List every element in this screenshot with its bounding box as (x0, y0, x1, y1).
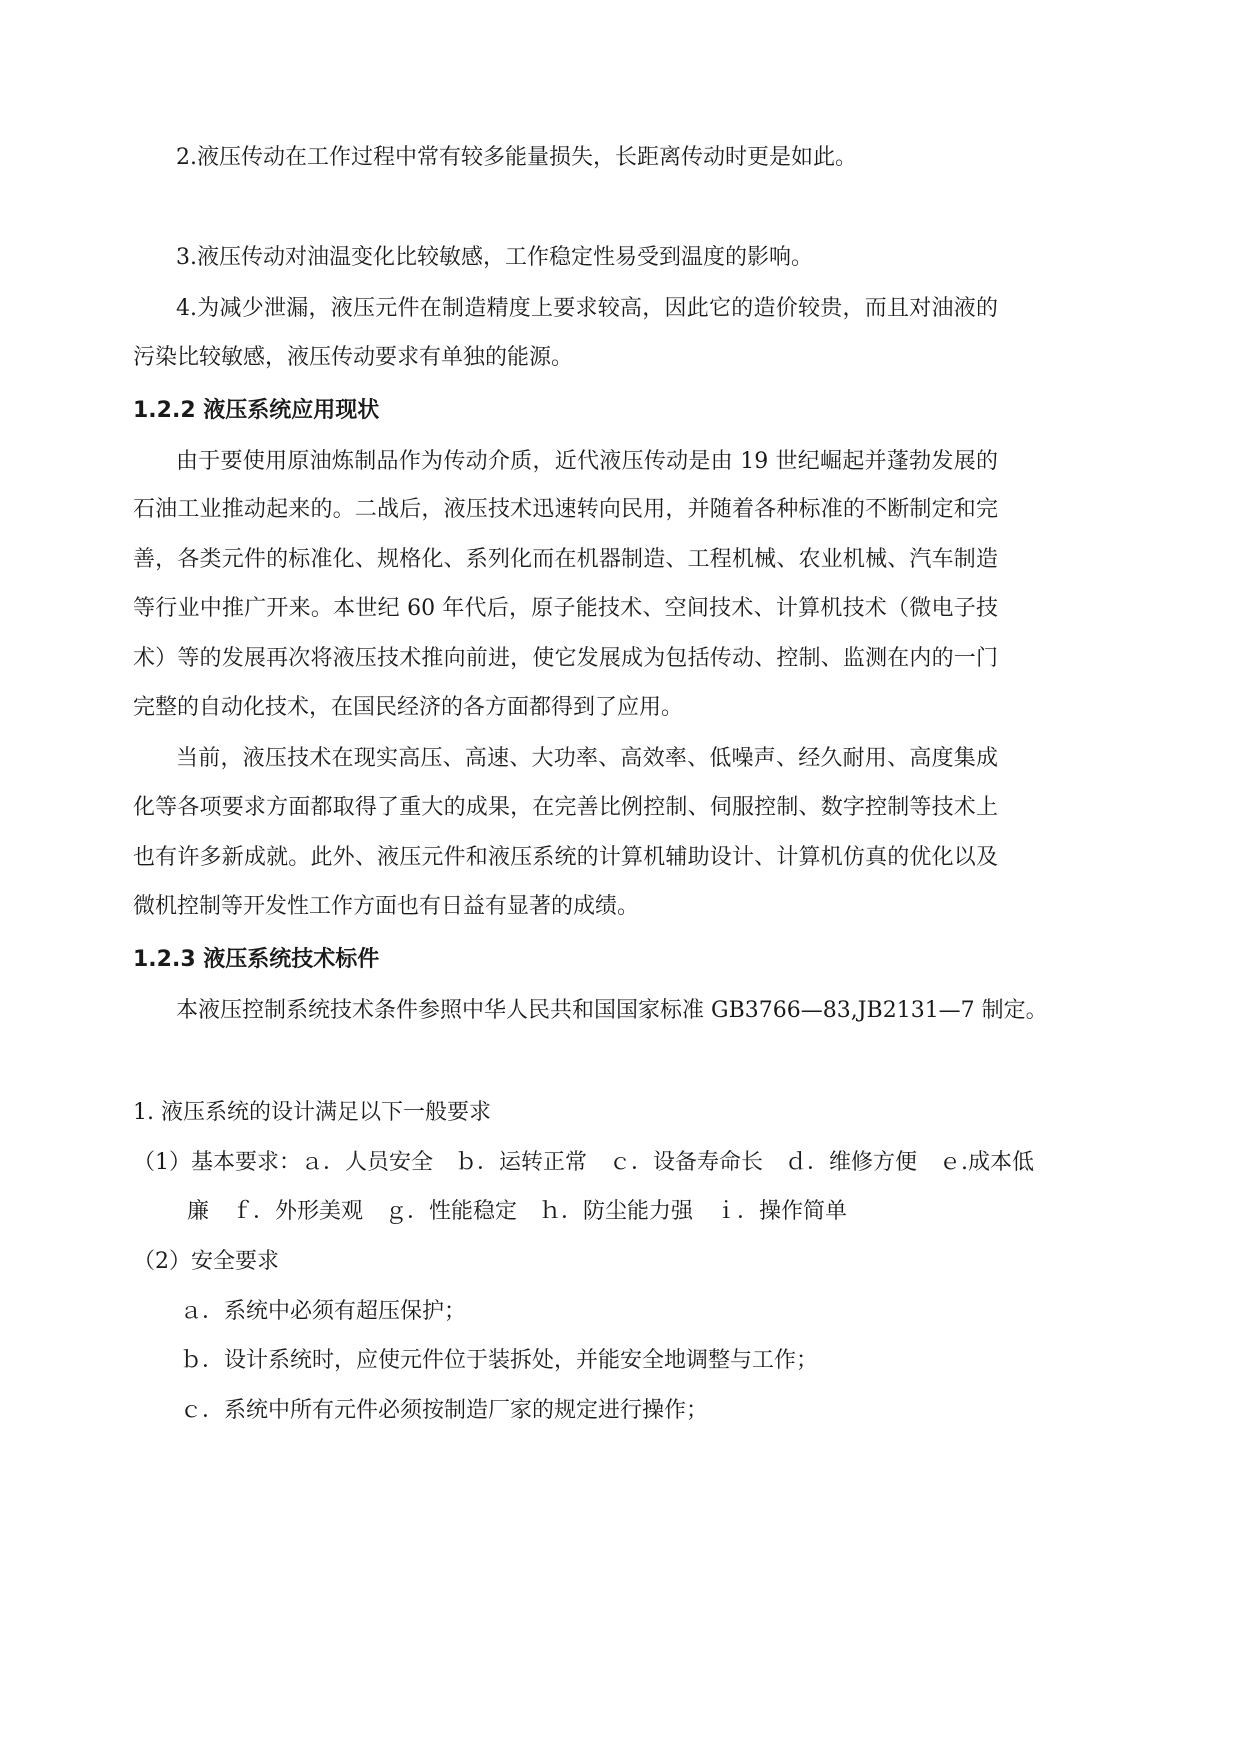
basic-requirements-line-1: （1）基本要求：ａ．人员安全 ｂ．运转正常 ｃ．设备寿命长 ｄ．维修方便 ｅ.成本低 (133, 1150, 1034, 1175)
cons-item-3: 3.液压传动对油温变化比较敏感，工作稳定性易受到温度的影响。 (176, 245, 813, 270)
basic-requirements-line-2: 廉 ｆ．外形美观 ｇ．性能稳定 ｈ．防尘能力强 ｉ．操作简单 (187, 1199, 848, 1224)
paragraph-line: 也有许多新成就。此外、液压元件和液压系统的计算机辅助设计、计算机仿真的优化以及 (133, 845, 998, 870)
cons-item-4-line-2: 污染比较敏感，液压传动要求有单独的能源。 (133, 345, 574, 370)
paragraph-line: 善，各类元件的标准化、规格化、系列化而在机器制造、工程机械、农业机械、汽车制造 (133, 547, 998, 572)
requirements-title: 1. 液压系统的设计满足以下一般要求 (133, 1100, 491, 1125)
paragraph-line: 当前，液压技术在现实高压、高速、大功率、高效率、低噪声、经久耐用、高度集成 (176, 746, 998, 771)
paragraph-line: 微机控制等开发性工作方面也有日益有显著的成绩。 (133, 894, 640, 919)
cons-item-4-line-1: 4.为减少泄漏，液压元件在制造精度上要求较高，因此它的造价较贵，而且对油液的 (176, 296, 998, 321)
cons-item-2: 2.液压传动在工作过程中常有较多能量损失，长距离传动时更是如此。 (176, 145, 857, 170)
list-item: ｂ．设计系统时，应使元件位于装拆处，并能安全地调整与工作； (180, 1348, 819, 1373)
list-item: ｃ．系统中所有元件必须按制造厂家的规定进行操作； (180, 1398, 709, 1423)
paragraph-line: 等行业中推广开来。本世纪 60 年代后，原子能技术、空间技术、计算机技术（微电子技 (133, 596, 998, 621)
standards-paragraph: 本液压控制系统技术条件参照中华人民共和国国家标准 GB3766—83,JB2131—7 制定。 (176, 998, 1048, 1023)
safety-requirements-title: （2）安全要求 (133, 1249, 279, 1274)
paragraph-line: 化等各项要求方面都取得了重大的成果，在完善比例控制、伺服控制、数字控制等技术上 (133, 795, 998, 820)
section-1-2-3-heading: 1.2.3 液压系统技术标件 (133, 947, 380, 972)
paragraph-line: 石油工业推动起来的。二战后，液压技术迅速转向民用，并随着各种标准的不断制定和完 (133, 497, 998, 522)
paragraph-line: 术）等的发展再次将液压技术推向前进，使它发展成为包括传动、控制、监测在内的一门 (133, 646, 998, 671)
list-item: ａ．系统中必须有超压保护； (180, 1299, 467, 1324)
section-1-2-2-heading: 1.2.2 液压系统应用现状 (133, 398, 380, 423)
paragraph-line: 完整的自动化技术，在国民经济的各方面都得到了应用。 (133, 695, 684, 720)
paragraph-line: 由于要使用原油炼制品作为传动介质，近代液压传动是由 19 世纪崛起并蓬勃发展的 (176, 449, 998, 474)
